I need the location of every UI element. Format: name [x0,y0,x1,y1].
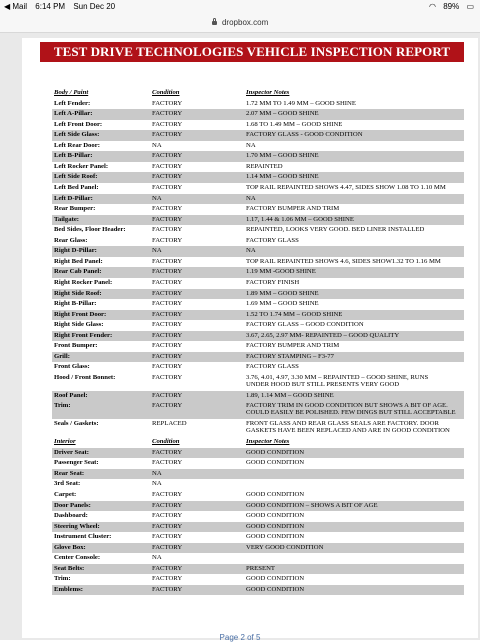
column-header-condition: Condition [152,438,180,446]
notes-line: GOOD CONDITION [246,459,305,467]
inspector-notes [246,502,378,509]
item-label: 3rd Seat: [54,480,81,488]
item-label: Passenger Seat: [54,459,99,467]
condition-value: FACTORY [152,373,183,381]
inspector-notes [246,300,319,307]
table-row [52,362,464,373]
column-header-notes [246,438,289,445]
table-section-header [52,88,464,99]
item-label: Emblems: [54,585,83,593]
table-section-header [52,437,464,448]
inspector-notes [246,184,446,191]
table-row [52,553,464,564]
notes-line: FACTORY GLASS – GOOD CONDITION [246,321,364,329]
item-label: Rear Seat: [54,469,85,477]
condition-value: FACTORY [152,226,183,234]
notes-line: 1.89 MM – GOOD SHINE [246,289,319,297]
lock-icon [212,21,217,25]
item-label: Roof Panel: [54,391,88,399]
table-row [52,511,464,522]
table-row [52,479,464,490]
condition-value: NA [152,247,162,255]
url-text: dropbox.com [221,18,269,27]
wifi-icon: ◠ [428,2,436,11]
table-row [52,564,464,575]
table-row [52,574,464,585]
condition-value: NA [152,480,162,488]
item-label: Right Front Door: [54,310,107,318]
inspector-notes [246,374,428,388]
condition-value: FACTORY [152,289,183,297]
inspector-notes [246,311,342,318]
table-row [52,401,464,419]
inspector-notes [246,247,256,254]
item-label: Grill: [54,352,70,360]
notes-line: GOOD CONDITION [246,533,305,541]
notes-line: FACTORY GLASS [246,236,299,244]
inspector-notes [246,332,399,339]
notes-line: 2.07 MM – GOOD SHINE [246,110,319,118]
inspector-notes [246,565,275,572]
condition-value: FACTORY [152,310,183,318]
notes-line: TOP RAIL REPAINTED SHOWS 4.6, SIDES SHOW1.32 TO 1.16 MM [246,257,441,265]
inspector-notes [246,544,323,551]
inspector-notes [246,216,354,223]
inspector-notes [246,321,364,328]
notes-line: NA [246,247,256,255]
inspector-notes [246,586,304,593]
condition-value: FACTORY [152,512,183,520]
condition-value: FACTORY [152,522,183,530]
condition-value: FACTORY [152,131,183,139]
table-row [52,448,464,459]
item-label: Right Side Roof: [54,289,102,297]
condition-value: FACTORY [152,391,183,399]
column-header-item: Body / Paint [54,89,89,96]
table-row [52,320,464,331]
item-label: Bed Sides, Floor Header: [54,226,126,234]
inspector-notes [246,392,334,399]
condition-value: FACTORY [152,491,183,498]
item-label: Right D-Pillar: [54,247,97,255]
back-to-mail-link[interactable]: ◀ Mail [4,2,28,11]
table-row [52,373,464,391]
item-label: Door Panels: [54,501,91,509]
inspector-notes [246,491,304,498]
condition-value: FACTORY [152,575,183,583]
inspector-notes [246,575,304,582]
condition-value: FACTORY [152,300,183,307]
condition-value: NA [152,554,162,562]
inspector-notes [246,205,339,212]
condition-value: FACTORY [152,236,183,244]
inspector-notes [246,402,456,416]
item-label: Front Glass: [54,363,90,371]
condition-value: FACTORY [152,268,183,276]
table-row [52,99,464,110]
inspector-notes [246,533,304,540]
notes-line: PRESENT [246,564,275,572]
notes-line: FACTORY GLASS [246,363,299,371]
item-label: Hood / Front Bonnet: [54,373,116,381]
item-label: Left Fender: [54,99,91,107]
condition-value: REPLACED [152,420,187,428]
table-row [52,120,464,131]
item-label: Instrument Cluster: [54,533,112,541]
inspector-notes [246,363,299,370]
item-label: Left Rear Door: [54,141,100,149]
item-label: Left D-Pillar: [54,194,93,202]
item-label: Carpet: [54,491,77,498]
report-page [22,38,478,638]
inspector-notes [246,268,316,275]
notes-line: FACTORY GLASS - GOOD CONDITION [246,131,363,139]
notes-line: GOOD CONDITION [246,491,305,498]
address-bar[interactable] [0,14,480,33]
notes-line: FACTORY BUMPER AND TRIM [246,342,340,350]
table-row [52,162,464,173]
page-indicator: Page 2 of 5 [219,633,261,642]
notes-line: GOOD CONDITION [246,512,305,520]
table-row [52,341,464,352]
inspector-notes [246,226,424,233]
table-row [52,204,464,215]
condition-value: FACTORY [152,183,183,191]
inspector-notes [246,237,299,244]
inspector-notes [246,342,339,349]
table-row [52,236,464,247]
battery-icon: ▭ [466,2,474,11]
condition-value: FACTORY [152,585,183,593]
condition-value: NA [152,469,162,477]
table-row [52,419,464,437]
table-row [52,141,464,152]
table-row [52,543,464,554]
table-row [52,532,464,543]
condition-value: FACTORY [152,402,183,410]
table-row [52,215,464,226]
condition-value: FACTORY [152,110,183,118]
table-row [52,109,464,120]
notes-line: 1.72 MM TO 1.49 MM – GOOD SHINE [246,99,356,107]
notes-line: 1.17, 1.44 & 1.06 MM – GOOD SHINE [246,215,354,223]
inspector-notes [246,142,256,149]
notes-line: UNDER HOOD BUT STILL PRESENTS VERY GOOD [246,380,400,388]
item-label: Right Side Glass: [54,321,104,329]
notes-line: 3.67, 2.65, 2.97 MM- REPAINTED – GOOD QUALITY [246,331,400,339]
inspector-notes [246,420,450,434]
condition-value: FACTORY [152,352,183,360]
item-label: Left Side Glass: [54,131,100,139]
table-row [52,490,464,501]
item-label: Right B-Pillar: [54,300,97,307]
inspector-notes [246,195,256,202]
inspector-notes [246,100,356,107]
notes-line: GOOD CONDITION – SHOWS A BIT OF AGE [246,501,378,509]
notes-line: 1.68 TO 1.49 MM – GOOD SHINE [246,120,343,128]
condition-value: FACTORY [152,342,183,350]
notes-line: REPAINTED, LOOKS VERY GOOD. BED LINER INSTALLED [246,226,425,234]
column-header-condition: Condition [152,89,180,96]
report-title: TEST DRIVE TECHNOLOGIES VEHICLE INSPECTION REPORT [40,42,464,62]
condition-value: NA [152,141,162,149]
table-row [52,458,464,469]
inspector-notes [246,163,283,170]
notes-line: GOOD CONDITION [246,575,305,583]
inspector-notes [246,279,299,286]
notes-line: VERY GOOD CONDITION [246,543,324,551]
inspector-notes [246,290,319,297]
status-time: 6:14 PM [35,2,66,11]
item-label: Front Bumper: [54,342,98,350]
table-row [52,331,464,342]
status-bar [0,0,480,14]
inspector-notes [246,512,304,519]
condition-value: FACTORY [152,120,183,128]
item-label: Left Rocker Panel: [54,162,109,170]
item-label: Steering Wheel: [54,522,100,530]
item-label: Left A-Pillar: [54,110,93,118]
status-date: Sun Dec 20 [73,2,116,11]
condition-value: FACTORY [152,331,183,339]
column-header-notes [246,89,289,96]
inspector-notes [246,459,304,466]
item-label: Left Front Door: [54,120,103,128]
item-label: Seals / Gaskets: [54,420,99,428]
notes-line: 1.69 MM – GOOD SHINE [246,300,319,307]
condition-value: FACTORY [152,152,183,160]
notes-line: TOP RAIL REPAINTED SHOWS 4.47, SIDES SHOW 1.08 TO 1.10 MM [246,183,446,191]
notes-line: 3.76, 4.01, 4.97, 3.30 MM – REPAINTED – GOOD SHINE, RUNS [246,373,429,381]
inspector-notes [246,173,319,180]
item-label: Left Bed Panel: [54,183,99,191]
table-row [52,267,464,278]
condition-value: NA [152,194,162,202]
battery-percent: 89% [443,2,460,11]
table-row [52,585,464,596]
item-label: Rear Cab Panel: [54,268,102,276]
item-label: Rear Bumper: [54,205,96,213]
table-row [52,257,464,268]
table-row [52,194,464,205]
table-row [52,246,464,257]
notes-line: FRONT GLASS AND REAR GLASS SEALS ARE FACTORY. DOOR [246,420,439,428]
table-row [52,522,464,533]
table-row [52,299,464,310]
notes-line: 1.19 MM -GOOD SHINE [246,268,316,276]
inspector-notes [246,353,334,360]
notes-line: REPAINTED [246,162,283,170]
table-row [52,289,464,300]
inspector-notes [246,131,363,138]
table-row [52,183,464,194]
item-label: Right Bed Panel: [54,257,103,265]
notes-line: NA [246,194,256,202]
condition-value: FACTORY [152,99,183,107]
notes-line: 1.52 TO 1.74 MM – GOOD SHINE [246,310,343,318]
item-label: Dashboard: [54,512,88,520]
inspector-notes [246,110,319,117]
notes-line: NA [246,141,256,149]
table-row [52,130,464,141]
table-row [52,352,464,363]
item-label: Rear Glass: [54,236,88,244]
table-row [52,278,464,289]
item-label: Center Console: [54,554,101,562]
inspector-notes [246,523,304,530]
notes-line: FACTORY STAMPING – F3-77 [246,352,334,360]
condition-value: FACTORY [152,564,183,572]
condition-value: FACTORY [152,501,183,509]
item-label: Tailgate: [54,215,80,223]
inspector-notes [246,152,319,159]
condition-value: FACTORY [152,205,183,213]
item-label: Left Side Roof: [54,173,98,181]
condition-value: FACTORY [152,173,183,181]
table-row [52,469,464,480]
notes-line: GOOD CONDITION [246,522,305,530]
inspector-notes [246,449,304,456]
notes-line: GOOD CONDITION [246,448,305,456]
notes-line: GOOD CONDITION [246,585,305,593]
item-label: Trim: [54,402,71,410]
condition-value: FACTORY [152,543,183,551]
notes-line: Inspector Notes [246,89,290,96]
item-label: Driver Seat: [54,448,89,456]
notes-line: 1.14 MM – GOOD SHINE [246,173,319,181]
document-viewer[interactable] [0,33,480,640]
notes-line: COULD EASILY BE POLISHED. FEW DINGS BUT STILL ACCEPTABLE [246,409,456,417]
inspector-notes [246,258,441,265]
condition-value: FACTORY [152,448,183,456]
condition-value: FACTORY [152,459,183,467]
condition-value: FACTORY [152,257,183,265]
notes-line: 1.70 MM – GOOD SHINE [246,152,319,160]
notes-line: Inspector Notes [246,438,290,446]
condition-value: FACTORY [152,533,183,541]
table-row [52,151,464,162]
column-header-item: Interior [54,438,76,446]
item-label: Right Rocker Panel: [54,278,113,286]
condition-value: FACTORY [152,215,183,223]
table-row [52,172,464,183]
notes-line: FACTORY TRIM IN GOOD CONDITION BUT SHOWS A BIT OF AGE. [246,402,448,410]
table-row [52,225,464,236]
item-label: Seat Belts: [54,564,85,572]
notes-line: 1.89, 1.14 MM – GOOD SHINE [246,391,334,399]
table-row [52,310,464,321]
condition-value: FACTORY [152,363,183,371]
item-label: Glove Box: [54,543,86,551]
condition-value: FACTORY [152,321,183,329]
condition-value: FACTORY [152,278,183,286]
table-row [52,501,464,512]
notes-line: GASKETS HAVE BEEN REPLACED AND ARE IN GOOD CONDITION [246,427,450,435]
table-row [52,391,464,402]
condition-value: FACTORY [152,162,183,170]
item-label: Trim: [54,575,71,583]
notes-line: FACTORY BUMPER AND TRIM [246,205,340,213]
item-label: Right Front Fender: [54,331,113,339]
inspector-notes [246,121,342,128]
item-label: Left B-Pillar: [54,152,93,160]
notes-line: FACTORY FINISH [246,278,300,286]
